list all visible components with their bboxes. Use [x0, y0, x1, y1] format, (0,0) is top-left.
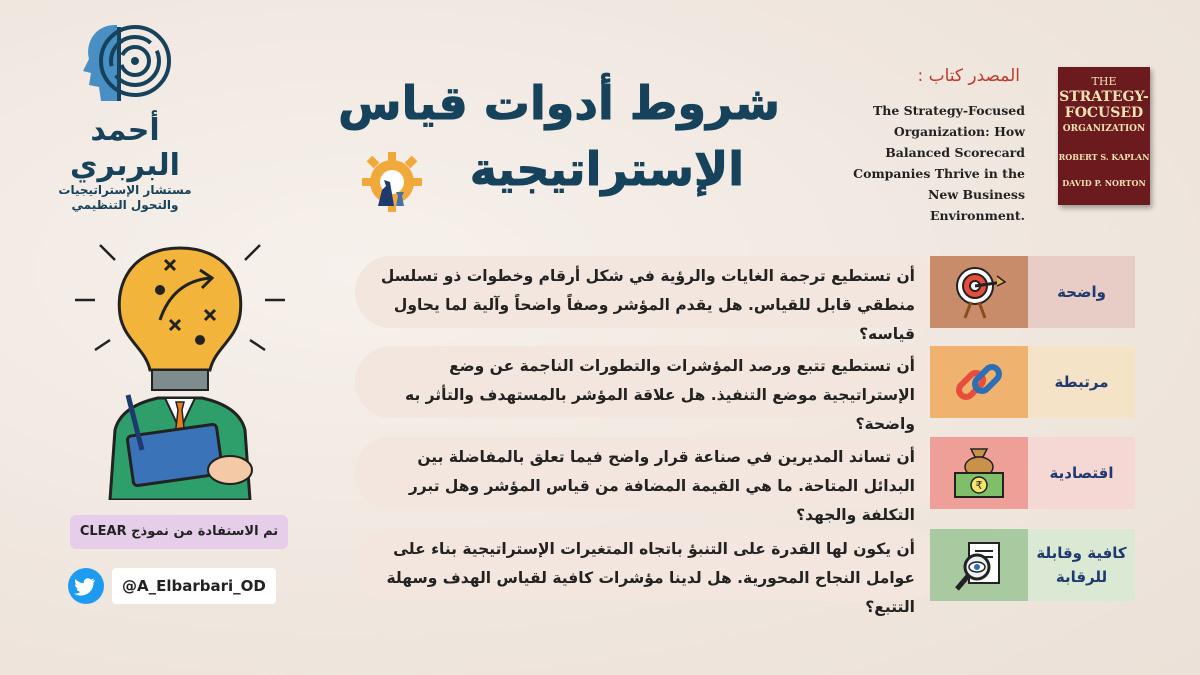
- source-label: المصدر كتاب :: [917, 66, 1020, 86]
- twitter-icon[interactable]: [68, 568, 104, 604]
- svg-text:₹: ₹: [975, 479, 983, 492]
- row-description: أن تستطيع تتبع ورصد المؤشرات والتطورات الناجمة عن وضع الإستراتيجية موضع التنفيذ. هل علاقة المؤشر بالمستهدف والتأثر به واضحة؟: [405, 357, 915, 433]
- row-description: أن تساند المديرين في صناعة قرار واضح فيما تعلق بالمفاضلة بين البدائل المتاحة. ما هي القيمة المضافة من قياس المؤشر وهل تبرر التكلفة والجهد؟: [408, 448, 915, 524]
- row-icon-box: [930, 529, 1028, 601]
- criteria-row-adequate: [355, 529, 1135, 616]
- row-label: واضحة: [1028, 256, 1135, 328]
- book-the: THE: [1091, 75, 1117, 88]
- book-title-2: FOCUSED: [1064, 105, 1144, 121]
- brand-subtitle-1: مستشار الإستراتيجيات: [58, 183, 192, 197]
- head-maze-icon: [65, 15, 185, 111]
- money-bag-icon: [949, 445, 1009, 501]
- criteria-row-clear: [355, 256, 1135, 343]
- title-line-1: شروط أدوات قياس: [338, 76, 780, 130]
- target-arrow-icon: [951, 264, 1007, 320]
- row-label: مرتبطة: [1028, 346, 1135, 418]
- row-icon-box: [930, 256, 1028, 328]
- twitter-handle[interactable]: @A_Elbarbari_OD: [112, 568, 276, 604]
- book-author-2: DAVID P. NORTON: [1062, 178, 1146, 188]
- magnifier-eye-icon: [951, 537, 1007, 593]
- row-label: كافية وقابلة للرقابة: [1028, 529, 1135, 601]
- row-description: أن يكون لها القدرة على التنبؤ باتجاه المتغيرات الإستراتيجية بناء على عوامل النجاح المحورية. هل لدينا مؤشرات كافية لقياس الهدف وسهلة التتبع؟: [386, 540, 915, 616]
- criteria-row-linked: [355, 346, 1135, 433]
- brand-name: أحمد البربري: [70, 113, 180, 183]
- clear-model-note: تم الاستفادة من نموذج CLEAR: [70, 515, 288, 549]
- book-cover: [1058, 67, 1150, 205]
- row-icon-box: [930, 437, 1028, 509]
- book-title-3: ORGANIZATION: [1062, 124, 1146, 134]
- title-line-2: الإستراتيجية: [469, 142, 744, 196]
- book-title-1: STRATEGY-: [1059, 89, 1149, 105]
- brand-logo: [40, 15, 210, 212]
- row-icon-box: [930, 346, 1028, 418]
- row-description: أن تستطيع ترجمة الغايات والرؤية في شكل أرقام وخطوات ذو تسلسل منطقي قابل للقياس. هل يقدم المؤشر وصفاً واضحاً وآلية لما يحاول قياسه؟: [380, 267, 915, 343]
- source-title: The Strategy-Focused Organization: How Balanced Scorecard Companies Thrive in the New Business Environment.: [853, 103, 1025, 223]
- chain-link-icon: [951, 354, 1007, 410]
- brand-subtitle-2: والتحول التنظيمي: [71, 198, 179, 212]
- strategist-illustration: [70, 230, 290, 500]
- row-label: اقتصادية: [1028, 437, 1135, 509]
- book-author-1: ROBERT S. KAPLAN: [1058, 152, 1150, 162]
- twitter-contact[interactable]: [68, 568, 288, 604]
- gear-chess-icon: [360, 150, 424, 214]
- criteria-row-economic: [355, 437, 1135, 524]
